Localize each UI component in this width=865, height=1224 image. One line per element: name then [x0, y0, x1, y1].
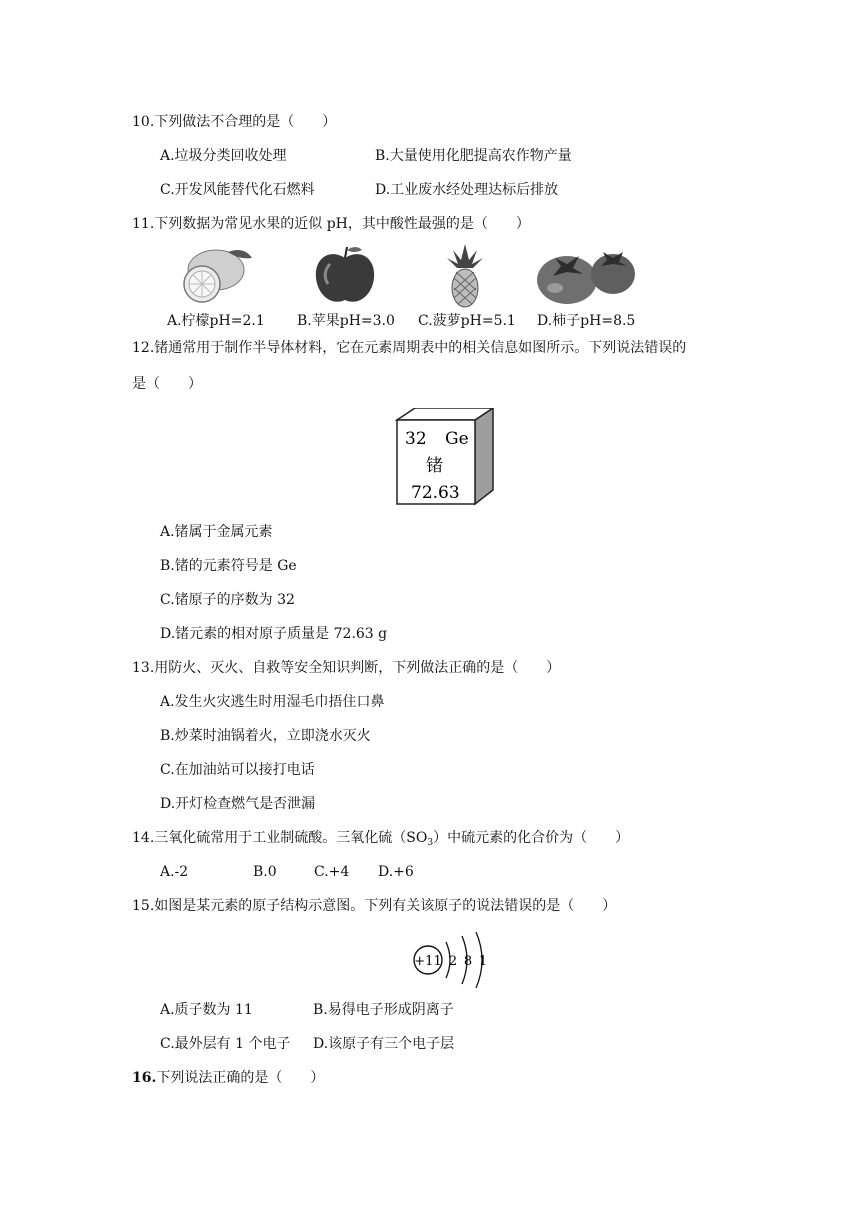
q11-option-a: A.柠檬pH=2.1 — [167, 313, 265, 329]
q14-option-b: B.0 — [253, 864, 277, 880]
q15-option-c: C.最外层有 1 个电子 — [160, 1036, 291, 1052]
q15-stem: 15.如图是某元素的原子结构示意图。下列有关该原子的说法错误的是（ ） — [132, 898, 617, 914]
q16-number: 16. — [132, 1070, 157, 1086]
pineapple-icon — [445, 244, 485, 308]
element-atomic-mass: 72.63 — [411, 483, 460, 503]
q12-option-a: A.锗属于金属元素 — [160, 524, 273, 540]
q12-option-c: C.锗原子的序数为 32 — [160, 592, 295, 608]
q10-option-d: D.工业废水经处理达标后排放 — [375, 182, 559, 198]
q14-option-c: C.+4 — [314, 864, 350, 880]
element-tile-germanium — [395, 408, 501, 508]
q14-subscript: 3 — [427, 838, 434, 848]
q10-option-c: C.开发风能替代化石燃料 — [160, 182, 315, 198]
q12-stem-line2: 是（ ） — [132, 376, 202, 392]
q15-option-b: B.易得电子形成阴离子 — [313, 1002, 454, 1018]
q11-stem: 11.下列数据为常见水果的近似 pH，其中酸性最强的是（ ） — [132, 216, 530, 232]
lemon-icon — [172, 244, 256, 306]
q13-option-c: C.在加油站可以接打电话 — [160, 762, 315, 778]
q13-option-b: B.炒菜时油锅着火，立即浇水灭火 — [160, 728, 371, 744]
q13-option-d: D.开灯检查燃气是否泄漏 — [160, 796, 316, 812]
element-atomic-number: 32 — [405, 429, 427, 449]
q11-option-c: C.菠萝pH=5.1 — [418, 313, 516, 329]
q10-option-a: A.垃圾分类回收处理 — [160, 148, 287, 164]
q11-option-d: D.柿子pH=8.5 — [537, 313, 636, 329]
q12-stem-line1: 12.锗通常用于制作半导体材料，它在元素周期表中的相关信息如图所示。下列说法错误的 — [132, 340, 687, 356]
q12-option-d: D.锗元素的相对原子质量是 72.63 g — [160, 626, 388, 642]
atom-structure-diagram — [408, 928, 494, 990]
apple-icon — [310, 244, 380, 306]
q11-option-b: B.苹果pH=3.0 — [297, 313, 395, 329]
q13-option-a: A.发生火灾逃生时用湿毛巾捂住口鼻 — [160, 694, 385, 710]
q15-option-d: D.该原子有三个电子层 — [313, 1036, 455, 1052]
q15-option-a: A.质子数为 11 — [160, 1002, 253, 1018]
shell-3-electrons: 1 — [478, 954, 488, 969]
q16-stem: 16.下列说法正确的是（ ） — [132, 1070, 325, 1086]
q14-option-a: A.-2 — [160, 864, 189, 880]
q13-stem: 13.用防火、灭火、自救等安全知识判断，下列做法正确的是（ ） — [132, 660, 561, 676]
q14-option-d: D.+6 — [378, 864, 414, 880]
element-name: 锗 — [426, 456, 443, 476]
shell-1-electrons: 2 — [448, 954, 458, 969]
q10-stem: 10.下列做法不合理的是（ ） — [132, 114, 337, 130]
shell-2-electrons: 8 — [463, 954, 473, 969]
q12-option-b: B.锗的元素符号是 Ge — [160, 558, 297, 574]
nucleus-charge: +11 — [414, 954, 442, 969]
q10-option-b: B.大量使用化肥提高农作物产量 — [375, 148, 572, 164]
element-symbol: Ge — [445, 429, 469, 449]
persimmon-icon — [533, 244, 637, 306]
q14-stem: 14.三氧化硫常用于工业制硫酸。三氧化硫$(SO_3)$中硫元素的化合价为（ ） — [132, 830, 630, 848]
